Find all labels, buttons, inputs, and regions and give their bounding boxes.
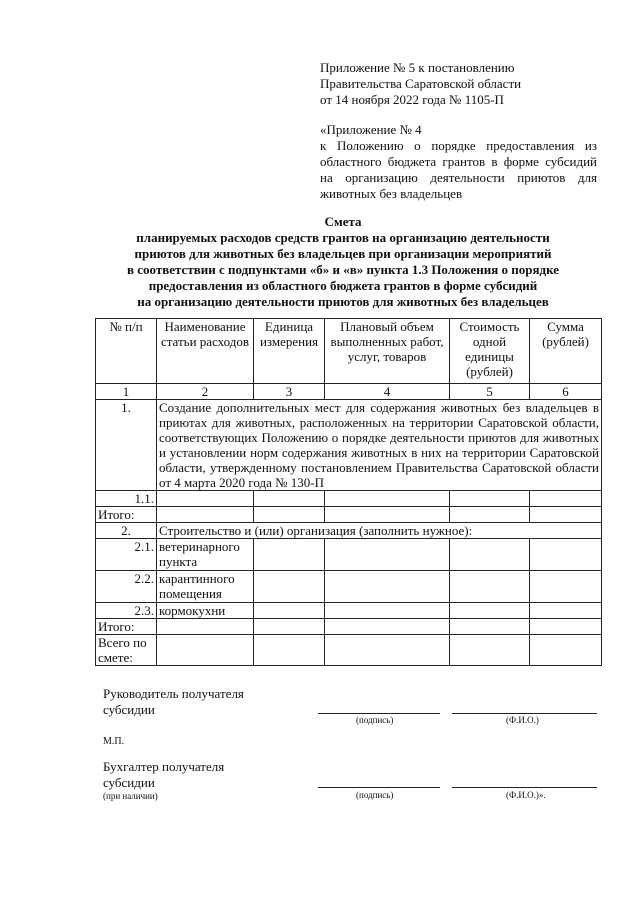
table-row [96,603,602,619]
empty-cell[interactable] [530,491,602,507]
sign-caption: (подпись) [356,790,394,800]
table-row [96,635,602,666]
head-signature-label [103,686,244,718]
header-line: Правительства Саратовской области [320,76,522,91]
empty-cell[interactable] [450,571,530,603]
header-cell: Стоимость одной единицы (рублей) [450,319,530,384]
estimate-table [95,318,602,666]
empty-cell[interactable] [325,603,450,619]
total-label: Итого: [96,619,157,635]
empty-cell[interactable] [530,619,602,635]
title-line: на организацию деятельности приютов для животных без владельцев [137,294,549,309]
empty-cell[interactable] [325,571,450,603]
table-row [96,400,602,491]
empty-cell[interactable] [325,491,450,507]
empty-cell[interactable] [325,635,450,666]
empty-cell[interactable] [530,507,602,523]
head-line1: Руководитель получателя [103,686,244,701]
column-number: 6 [530,384,602,400]
empty-cell[interactable] [450,603,530,619]
header-cell: Сумма (рублей) [530,319,602,384]
empty-cell[interactable] [450,491,530,507]
acc-sign-line[interactable] [318,787,440,788]
column-number: 3 [254,384,325,400]
row-number: 2. [96,523,157,539]
empty-cell[interactable] [325,619,450,635]
title-line: в соответствии с подпунктами «б» и «в» пункта 1.3 Положения о порядке [126,262,560,277]
fio-caption: (Ф.И.О.)». [506,790,546,800]
empty-cell[interactable] [254,635,325,666]
empty-cell[interactable] [157,507,254,523]
empty-cell[interactable] [254,571,325,603]
table-row [96,539,602,571]
total-label: Итого: [96,507,157,523]
empty-cell[interactable] [157,619,254,635]
row-number: 2.3. [96,603,157,619]
fio-caption: (Ф.И.О.) [506,715,539,725]
acc-line1: Бухгалтер получателя [103,759,225,774]
column-number: 2 [157,384,254,400]
appendix-body: к Положению о порядке предоставления из областного бюджета грантов в форме субсидий на организацию деятельности приютов для животных без владельцев [320,138,597,201]
head-fio-line[interactable] [452,713,597,714]
empty-cell[interactable] [530,635,602,666]
title-line: Смета [324,214,362,229]
empty-cell[interactable] [254,507,325,523]
table-row [96,619,602,635]
header-line: Приложение № 5 к постановлению [320,60,515,75]
row-text: Строительство и (или) организация (заполнить нужное): [157,523,602,539]
header-cell: Наименование статьи расходов [157,319,254,384]
head-line2: субсидии [103,702,155,717]
row-text: Создание дополнительных мест для содержания животных без владельцев в приютах для животных, расположенных на территории Саратовской области, соответствующих Положению о порядке деятельности приютов для животных и установлении норм содержания животных в них на территории Саратовской области, утвержденному постановлением Правительства Саратовской области от 4 марта 2020 года № 130-П [157,400,602,491]
empty-cell[interactable] [530,539,602,571]
empty-cell[interactable] [325,539,450,571]
empty-cell[interactable] [450,539,530,571]
header-cell: Плановый объем выполненных работ, услуг, товаров [325,319,450,384]
header-cell: № п/п [96,319,157,384]
empty-cell[interactable] [254,603,325,619]
accountant-signature-label [103,759,224,791]
empty-cell[interactable] [157,491,254,507]
column-number: 5 [450,384,530,400]
table-row [96,507,602,523]
empty-cell[interactable] [530,571,602,603]
column-number: 1 [96,384,157,400]
row-number: 2.1. [96,539,157,571]
title-line: планируемых расходов средств грантов на организацию деятельности [136,230,550,245]
column-number: 4 [325,384,450,400]
table-row [96,523,602,539]
empty-cell[interactable] [157,635,254,666]
sign-caption: (подпись) [356,715,394,725]
if-any-note: (при наличии) [103,791,158,801]
table-row [96,571,602,603]
title-line: приютов для животных без владельцев при организации мероприятий [134,246,552,261]
row-number: 1.1. [96,491,157,507]
row-number: 2.2. [96,571,157,603]
appendix-note [320,122,597,202]
header-line: от 14 ноября 2022 года № 1105-П [320,92,504,107]
empty-cell[interactable] [450,619,530,635]
empty-cell[interactable] [254,491,325,507]
empty-cell[interactable] [254,539,325,571]
appendix-title: «Приложение № 4 [320,122,422,137]
title-line: предоставления из областного бюджета грантов в форме субсидий [148,278,538,293]
empty-cell[interactable] [325,507,450,523]
empty-cell[interactable] [254,619,325,635]
empty-cell[interactable] [450,507,530,523]
acc-fio-line[interactable] [452,787,597,788]
item-name: кормокухни [157,603,254,619]
empty-cell[interactable] [450,635,530,666]
item-name: карантинного помещения [157,571,254,603]
empty-cell[interactable] [530,603,602,619]
resolution-header [320,60,590,108]
column-number-row [96,384,602,400]
head-sign-line[interactable] [318,713,440,714]
acc-line2: субсидии [103,775,155,790]
item-name: ветеринарного пункта [157,539,254,571]
table-header-row [96,319,602,384]
grand-total-label: Всего по смете: [96,635,157,666]
stamp-place: М.П. [103,736,125,747]
row-number: 1. [96,400,157,491]
table-row [96,491,602,507]
header-cell: Единица измерения [254,319,325,384]
document-title [78,214,608,310]
